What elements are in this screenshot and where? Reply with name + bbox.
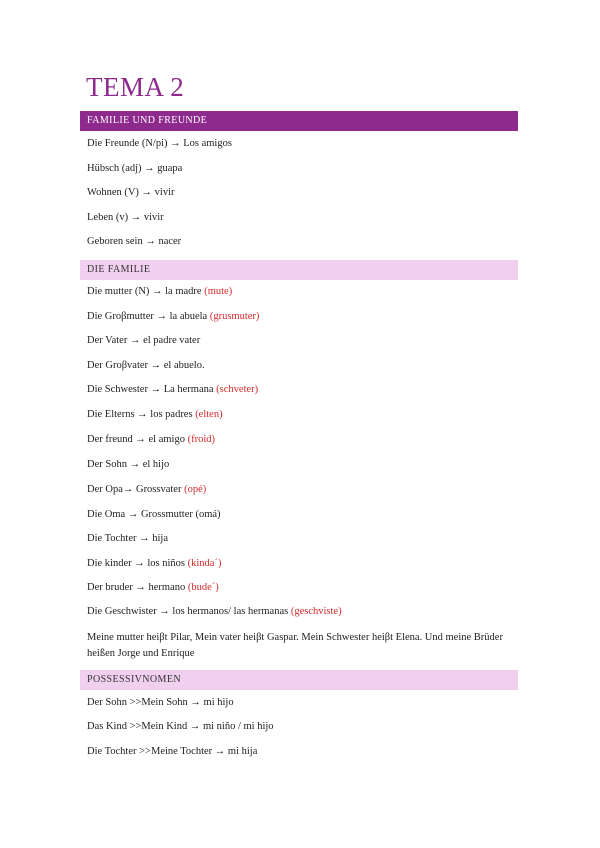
pronunciation-note: (froid) bbox=[187, 434, 215, 445]
pronunciation-note: (geschviste) bbox=[290, 606, 342, 617]
vocab-text: Die Elterns → los padres bbox=[87, 409, 196, 420]
pronunciation-note: (grusmuter) bbox=[209, 311, 260, 322]
vocab-line bbox=[87, 533, 168, 544]
pronunciation-note: (schveter) bbox=[216, 384, 259, 395]
vocab-line bbox=[87, 484, 206, 495]
vocab-text: Die mutter (N) → la madre bbox=[87, 286, 205, 297]
page-title: TEMA 2 bbox=[86, 72, 185, 102]
vocab-text: Die Schwester → La hermana bbox=[87, 384, 217, 395]
vocab-line bbox=[87, 384, 258, 395]
vocab-line bbox=[87, 697, 234, 708]
vocab-text: Wohnen (V) → vivir bbox=[87, 187, 175, 198]
vocab-text: Die Tochter >>Meine Tochter → mi hija bbox=[87, 746, 258, 757]
pronunciation-note: (elten) bbox=[195, 409, 223, 420]
vocab-line bbox=[87, 459, 169, 470]
vocab-text: Die Oma → Grossmutter (omá) bbox=[87, 509, 221, 520]
pronunciation-note: (bude´) bbox=[187, 582, 219, 593]
vocab-text: Der Sohn >>Mein Sohn → mi hijo bbox=[87, 697, 234, 708]
vocab-line bbox=[87, 509, 221, 520]
vocab-text: Die Tochter → hija bbox=[87, 533, 169, 544]
vocab-text: Geboren sein → nacer bbox=[87, 236, 182, 247]
vocab-line bbox=[87, 746, 257, 757]
vocab-line bbox=[87, 212, 164, 223]
example-paragraph: Meine mutter heiβt Pilar, Mein vater heiβt Gaspar. Mein Schwester heiβt Elena. Und meine Brüder heißen Jorge und Enrique bbox=[87, 632, 503, 659]
vocab-text: Der Opa→ Grossvater bbox=[87, 484, 185, 495]
section-header-possessivnomen: POSSESSIVNOMEN bbox=[80, 670, 518, 690]
vocab-text: Die Freunde (N/pi) → Los amigos bbox=[87, 138, 232, 149]
vocab-text: Der bruder → hermano bbox=[87, 582, 188, 593]
vocab-line bbox=[87, 286, 232, 297]
vocab-line bbox=[87, 360, 205, 371]
vocab-text: Die Geschwister → los hermanos/ las hermanas bbox=[87, 606, 291, 617]
vocab-line bbox=[87, 187, 175, 198]
vocab-line bbox=[87, 163, 182, 174]
vocab-line bbox=[87, 606, 342, 617]
vocab-text: Das Kind >>Mein Kind → mi niño / mi hijo bbox=[87, 721, 274, 732]
vocab-text: Die Groβmutter → la abuela bbox=[87, 311, 210, 322]
vocab-text: Der Vater → el padre vater bbox=[87, 335, 201, 346]
vocab-line bbox=[87, 558, 221, 569]
vocab-line bbox=[87, 434, 215, 445]
vocab-text: Der freund → el amigo bbox=[87, 434, 188, 445]
vocab-line bbox=[87, 311, 259, 322]
pronunciation-note: (kinda´) bbox=[187, 558, 222, 569]
vocab-line bbox=[87, 721, 274, 732]
vocab-line bbox=[87, 409, 223, 420]
vocab-line bbox=[87, 582, 219, 593]
vocab-line bbox=[87, 236, 181, 247]
pronunciation-note: (opé) bbox=[184, 484, 207, 495]
vocab-line bbox=[87, 138, 232, 149]
vocab-text: Hübsch (adj) → guapa bbox=[87, 163, 183, 174]
vocab-text: Leben (v) → vivir bbox=[87, 212, 164, 223]
pronunciation-note: (mute) bbox=[204, 286, 233, 297]
vocab-text: Der Groβvater → el abuelo. bbox=[87, 360, 205, 371]
section-header-familie-und-freunde: FAMILIE UND FREUNDE bbox=[80, 111, 518, 131]
vocab-text: Die kinder → los niños bbox=[87, 558, 188, 569]
vocab-line bbox=[87, 335, 200, 346]
vocab-text: Der Sohn → el hijo bbox=[87, 459, 170, 470]
section-header-die-familie: DIE FAMILIE bbox=[80, 260, 518, 280]
